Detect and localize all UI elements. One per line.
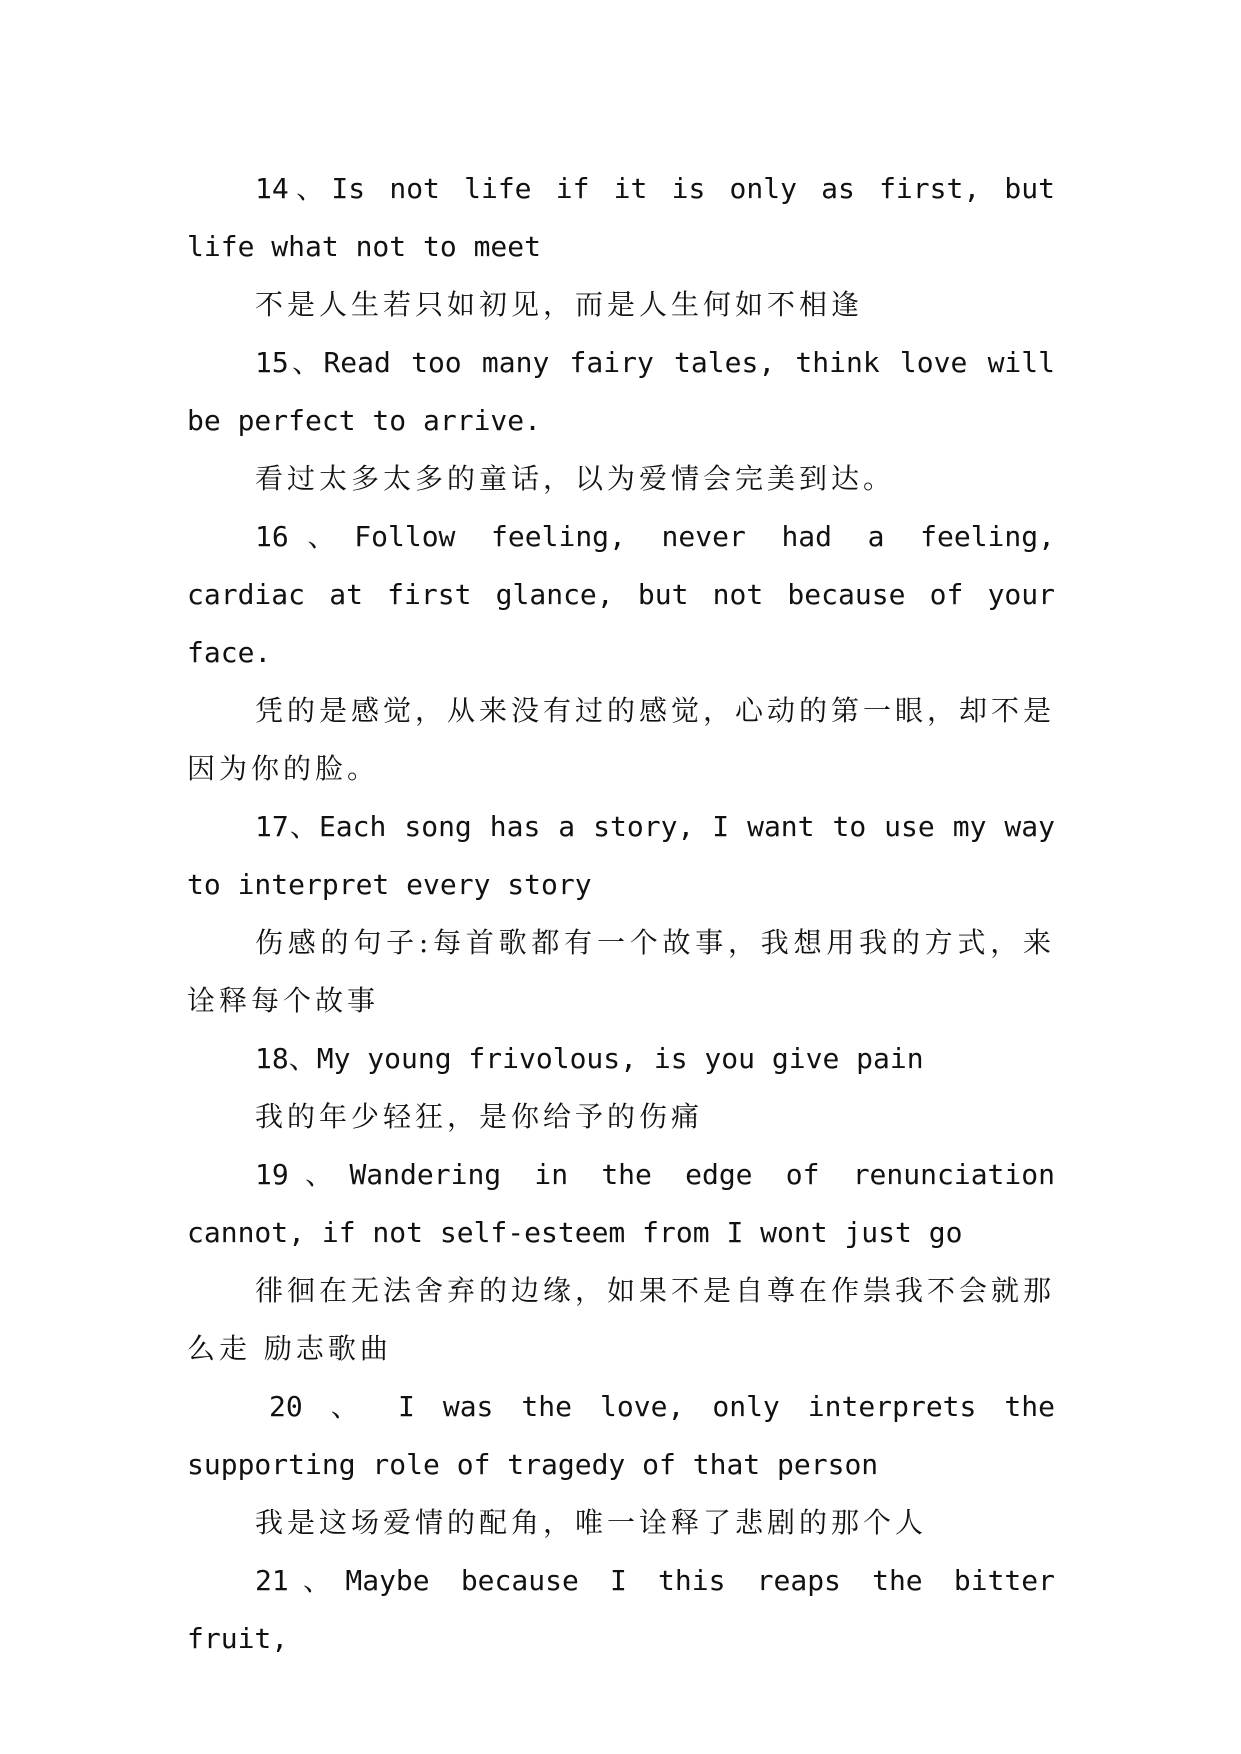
paragraph-16-zh: 凭的是感觉，从来没有过的感觉，心动的第一眼，却不是因为你的脸。 bbox=[187, 694, 1056, 785]
document-body bbox=[187, 160, 1055, 1668]
paragraph-21-en: 21、Maybe because I this reaps the bitter fruit, bbox=[187, 1564, 1055, 1655]
paragraph-17-en: 17、Each song has a story, I want to use my way to interpret every story bbox=[187, 810, 1055, 901]
paragraph-15-zh: 看过太多太多的童话，以为爱情会完美到达。 bbox=[255, 462, 896, 495]
paragraph-14-zh: 不是人生若只如初见，而是人生何如不相逢 bbox=[255, 288, 864, 321]
paragraph-20-en: 20 、 I was the love, only interprets the supporting role of tragedy of that person bbox=[187, 1390, 1055, 1481]
paragraph-16-en: 16、Follow feeling, never had a feeling, cardiac at first glance, but not because of your face. bbox=[187, 520, 1055, 669]
paragraph-20-zh: 我是这场爱情的配角，唯一诠释了悲剧的那个人 bbox=[255, 1506, 928, 1539]
paragraph-17-zh: 伤感的句子:每首歌都有一个故事，我想用我的方式，来诠释每个故事 bbox=[187, 926, 1055, 1017]
paragraph-19-en: 19、Wandering in the edge of renunciation cannot, if not self-esteem from I wont just go bbox=[187, 1158, 1055, 1249]
paragraph-18-en: 18、My young frivolous, is you give pain bbox=[255, 1042, 924, 1075]
paragraph-19-zh: 徘徊在无法舍弃的边缘，如果不是自尊在作祟我不会就那么走 励志歌曲 bbox=[187, 1274, 1056, 1365]
paragraph-18-zh: 我的年少轻狂，是你给予的伤痛 bbox=[255, 1100, 704, 1133]
paragraph-15-en: 15、Read too many fairy tales, think love will be perfect to arrive. bbox=[187, 346, 1055, 437]
paragraph-14-en: 14、Is not life if it is only as first, but life what not to meet bbox=[187, 172, 1055, 263]
